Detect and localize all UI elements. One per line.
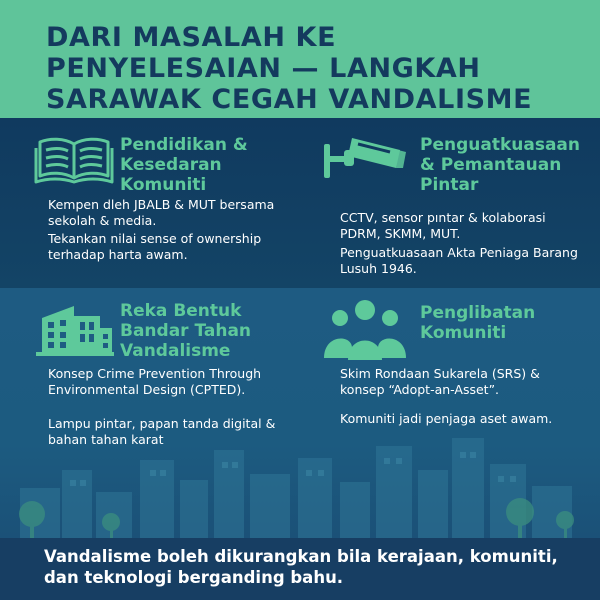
section-paragraph: Kempen dleh JBALB & MUT bersama sekolah & media.	[48, 197, 275, 228]
section-paragraph: Penguatkuasaan Akta Peniaga Barang Lusuh 1946.	[340, 245, 578, 276]
section-title: Penglibatan Komuniti	[420, 303, 536, 343]
section-title: Penguatkuasaan & Pemantauan Pintar	[420, 135, 581, 195]
community-people-icon	[322, 298, 408, 360]
section-paragraph: Konsep Crime Prevention Through Environmental Design (CPTED).	[48, 366, 262, 397]
section-paragraph: Komuniti jadi penjaga aset awam.	[340, 411, 553, 426]
section-paragraph: Tekankan nilai sense of ownership terhadap harta awam.	[48, 231, 262, 262]
section-paragraph: CCTV, sensor pıntar & kolaborasi PDRM, SKMM, MUT.	[340, 210, 546, 241]
section-title: Reka Bentuk Bandar Tahan Vandalisme	[120, 301, 252, 361]
cctv-camera-icon	[322, 134, 406, 184]
section-paragraph: Skim Rondaan Sukarela (SRS) & konsep “Adopt-an-Asset”.	[340, 366, 540, 397]
open-book-icon	[34, 134, 114, 184]
section-paragraph: Lampu pintar, papan tanda digital & bahan tahan karat	[48, 416, 276, 447]
city-skyline-illustration	[0, 430, 600, 542]
page-title: DARI MASALAH KE PENYELESAIAN — LANGKAH SARAWAK CEGAH VANDALISME	[46, 22, 533, 115]
city-buildings-icon	[34, 300, 114, 356]
footer-statement: Vandalisme boleh dikurangkan bila kerajaan, komuniti, dan teknologi berganding bahu.	[44, 547, 558, 587]
section-title: Pendidikan & Kesedaran Komuniti	[120, 135, 248, 195]
